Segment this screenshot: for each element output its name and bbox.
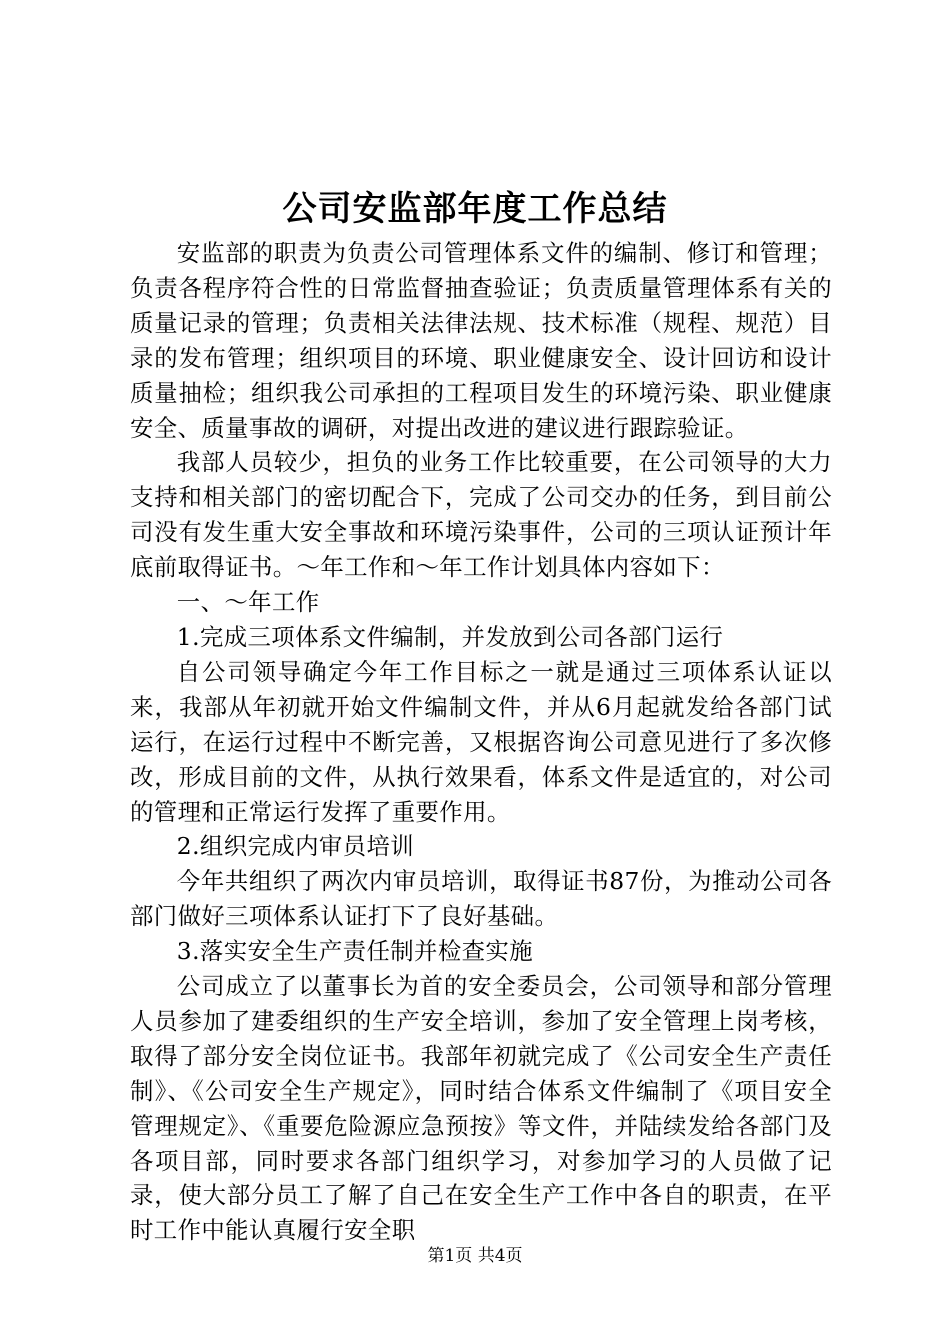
item-body-1: 自公司领导确定今年工作目标之一就是通过三项体系认证以来，我部从年初就开始文件编制文件，并从6月起就发给各部门试运行，在运行过程中不断完善，又根据咨询公司意见进行了多次修改，形成目前的文件，从执行效果看，体系文件是适宜的，对公司的管理和正常运行发挥了重要作用。 [130, 657, 832, 826]
page-footer: 第1页 共4页 [427, 1246, 523, 1266]
document-body [130, 236, 832, 1248]
item-body-3: 公司成立了以董事长为首的安全委员会，公司领导和部分管理人员参加了建委组织的生产安全培训，参加了安全管理上岗考核，取得了部分安全岗位证书。我部年初就完成了《公司安全生产责任制》、《公司安全生产规定》，同时结合体系文件编制了《项目安全管理规定》、《重要危险源应急预按》等文件，并陆续发给各部门及各项目部，同时要求各部门组织学习，对参加学习的人员做了记录，使大部分员工了解了自己在安全生产工作中各自的职责，在平时工作中能认真履行安全职 [130, 972, 832, 1245]
item-heading-1: 1.完成三项体系文件编制，并发放到公司各部门运行 [176, 622, 724, 651]
item-heading-2: 2.组织完成内审员培训 [176, 832, 415, 861]
paragraph-duties: 安监部的职责为负责公司管理体系文件的编制、修订和管理；负责各程序符合性的日常监督抽查验证；负责质量管理体系有关的质量记录的管理；负责相关法律法规、技术标准（规程、规范）目录的发布管理；组织项目的环境、职业健康安全、设计回访和设计质量抽检；组织我公司承担的工程项目发生的环境污染、职业健康安全、质量事故的调研，对提出改进的建议进行跟踪验证。 [130, 239, 832, 442]
item-body-2: 今年共组织了两次内审员培训，取得证书87份，为推动公司各部门做好三项体系认证打下了良好基础。 [130, 867, 832, 931]
item-heading-3: 3.落实安全生产责任制并检查实施 [176, 937, 533, 966]
paragraph-overview: 我部人员较少，担负的业务工作比较重要，在公司领导的大力支持和相关部门的密切配合下，完成了公司交办的任务，到目前公司没有发生重大安全事故和环境污染事件，公司的三项认证预计年底前取得证书。～年工作和～年工作计划具体内容如下： [130, 448, 832, 582]
section-heading-work: 一、～年工作 [176, 588, 320, 617]
page-title: 公司安监部年度工作总结 [282, 189, 668, 229]
